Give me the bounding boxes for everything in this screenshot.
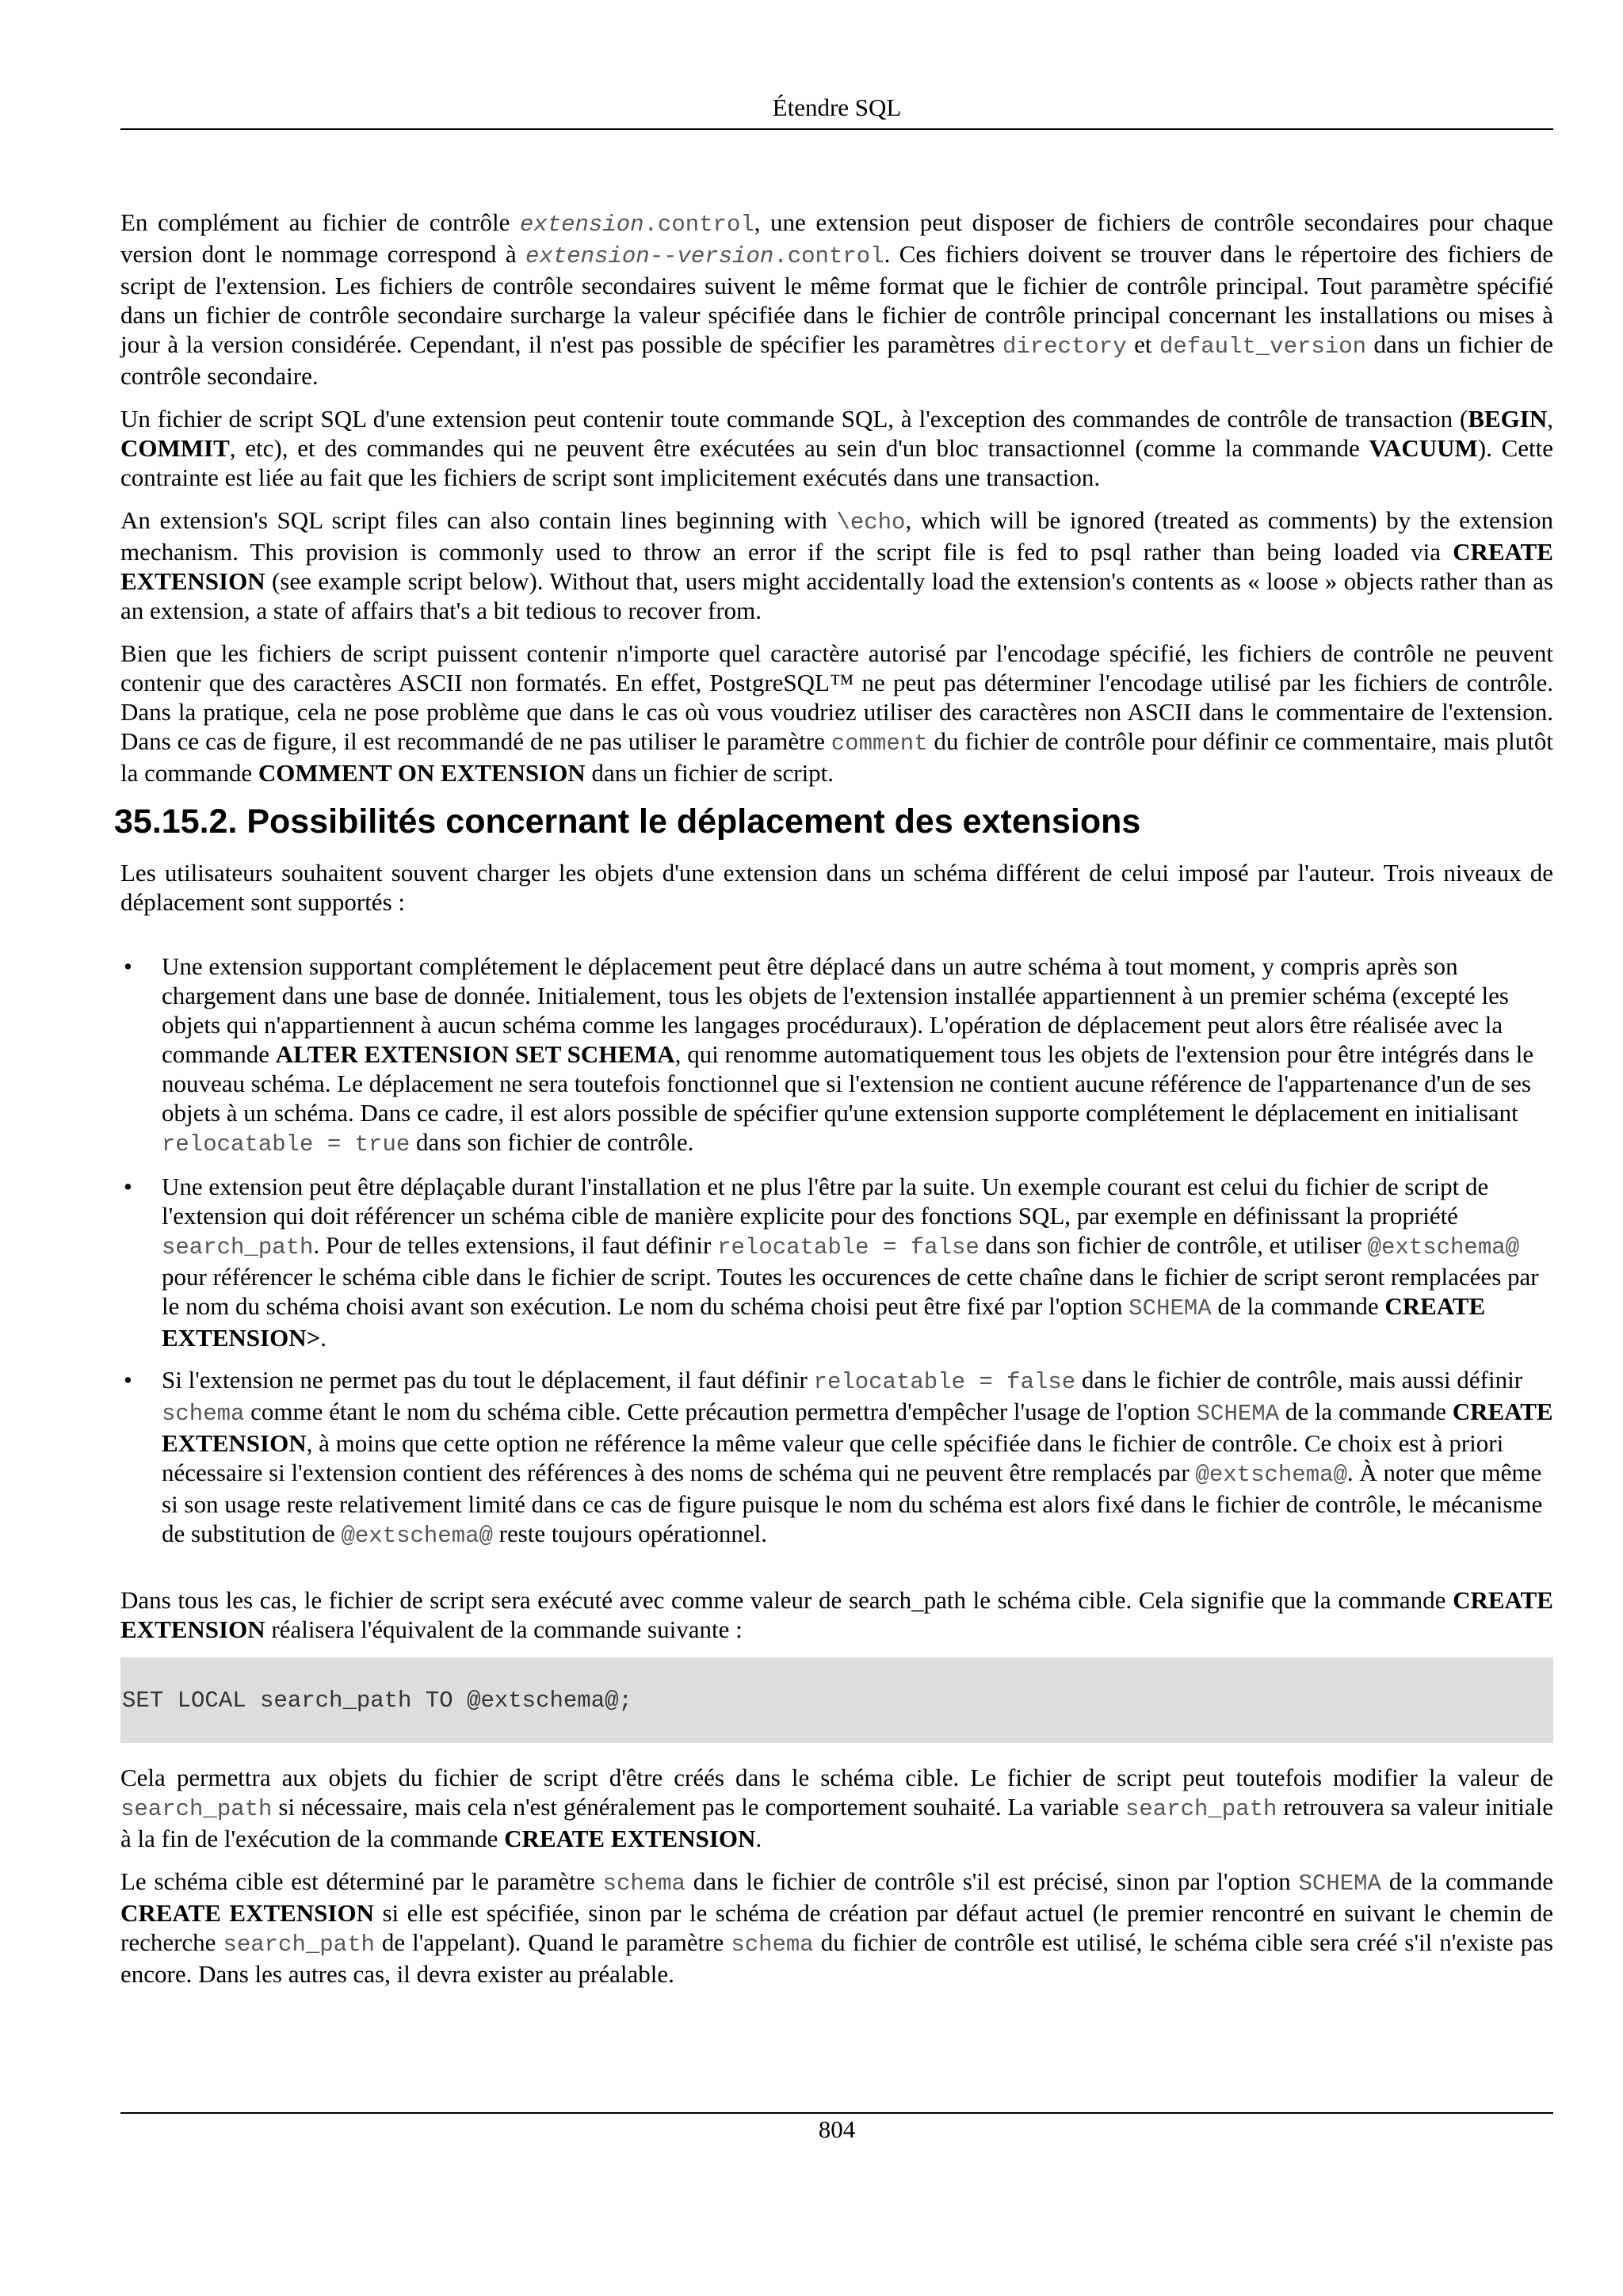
text: dans son fichier de contrôle. [410, 1128, 694, 1156]
document-body [114, 208, 1554, 2002]
param-code: directory [1002, 334, 1127, 360]
param-code: search_path [120, 1796, 273, 1822]
text: du fichier de contrôle est utilisé, le schéma cible sera créé s'il n'existe pas encore. Dans les autres cas, il devra exister au préalable. [120, 1928, 1553, 1988]
param-code: SCHEMA [1298, 1871, 1381, 1897]
text: de la commande [1381, 1867, 1553, 1895]
command-name: COMMENT ON EXTENSION [258, 759, 586, 787]
text: , qui renomme automatiquement tous les objets de l'extension pour être intégrés dans le nouveau schéma. Le déplacement ne sera toutefois fonctionnel que si l'extension ne contient aucune référence de l'appartenance d'un de ses objets à un schéma. Dans ce cadre, il est alors possible de spécifier qu'une extension supporte complétement le déplacement en initialisant [162, 1040, 1534, 1127]
text: de la commande [1279, 1398, 1453, 1425]
text: dans le fichier de contrôle s'il est précisé, sinon par l'option [685, 1867, 1299, 1895]
param-code: default_version [1159, 334, 1367, 360]
text: , une extension peut disposer de fichiers de contrôle secondaires pour chaque version dont le nommage correspond à [120, 208, 1553, 268]
text: . Pour de telles extensions, il faut définir [313, 1231, 718, 1259]
code-block [120, 1657, 1553, 1743]
param-code: SCHEMA [1128, 1295, 1212, 1322]
list-item [120, 1365, 1553, 1550]
text: Le schéma cible est déterminé par le paramètre [120, 1867, 603, 1895]
command-name: COMMIT [120, 434, 230, 462]
text: de la commande [1211, 1292, 1385, 1320]
text: pour référencer le schéma cible dans le fichier de script. Toutes les occurences de cette chaîne dans le fichier de script seront remplacées par le nom du schéma choisi avant son exécution. Le nom du schéma choisi peut être fixé par l'option [162, 1263, 1539, 1320]
param-code: schema [731, 1932, 814, 1958]
text: Les utilisateurs souhaitent souvent charger les objets d'une extension dans un schéma différent de celui imposé par l'auteur. Trois niveaux de déplacement sont supportés : [120, 859, 1553, 916]
text: , [1547, 405, 1553, 433]
paragraph-script-objects [120, 1763, 1553, 1853]
list-item [120, 952, 1553, 1159]
text: Une extension supportant complétement le déplacement peut être déplacé dans un autre schéma à tout moment, y compris après son chargement dans une base de donnée. Initialement, tous les objets de l'extension installée appartiennent à un premier schéma (excepté les objets qui n'appartiennent à aucun schéma comme les langages procéduraux). L'opération de déplacement peut alors être réalisée avec la commande [162, 952, 1509, 1068]
filename-code: .control [643, 212, 754, 238]
command-name: BEGIN [1468, 405, 1548, 433]
text: retrouvera sa valeur initiale à la fin de l'exécution de la commande [120, 1793, 1553, 1852]
param-code: search_path [223, 1932, 375, 1958]
text: comme étant le nom du schéma cible. Cette précaution permettra d'empêcher l'usage de l'option [244, 1398, 1197, 1425]
relocation-levels-list [120, 952, 1553, 1550]
filename-code: version [677, 243, 774, 269]
text: . [320, 1324, 327, 1352]
param-code: @extschema@ [341, 1523, 493, 1549]
text: An extension's SQL script files can also contain lines beginning with [120, 506, 837, 534]
param-code: relocatable = true [162, 1131, 411, 1158]
param-code: SCHEMA [1196, 1401, 1280, 1427]
filename-code: -- [649, 243, 678, 269]
text: reste toujours opérationnel. [492, 1520, 767, 1547]
param-code: search_path [162, 1234, 314, 1261]
list-item [120, 1172, 1553, 1352]
text: Bien que les fichiers de script puissent contenir n'importe quel caractère autorisé par l'encodage spécifié, les fichiers de contrôle ne peuvent contenir que des caractères ASCII non formatés. En effet, PostgreSQL™ ne peut pas déterminer l'encodage utilisé par les fichiers de contrôle. Dans la pratique, cela ne pose problème que dans le cas où vous voudriez utiliser des caractères non ASCII dans le commentaire de l'extension. Dans ce cas de figure, il est recommandé de ne pas utiliser le paramètre [120, 639, 1553, 755]
bullet: • [124, 1366, 132, 1394]
code-line: SET LOCAL search_path TO @extschema@; [122, 1688, 632, 1714]
paragraph-script-commands [120, 404, 1553, 492]
command-name: ALTER EXTENSION SET SCHEMA [275, 1040, 675, 1068]
text: Si l'extension ne permet pas du tout le déplacement, il faut définir [162, 1366, 814, 1394]
text: , à moins que cette option ne référence la même valeur que celle spécifiée dans le fichier de contrôle. Ce choix est à priori nécessaire si l'extension contient des références à des noms de schéma qui ne peuvent être remplacés par [162, 1429, 1504, 1486]
command-name: CREATE EXTENSION [162, 1398, 1553, 1457]
command-name: VACUUM [1369, 434, 1478, 462]
text: si nécessaire, mais cela n'est généralement pas le comportement souhaité. La variable [272, 1793, 1125, 1821]
param-code: relocatable = false [717, 1234, 980, 1261]
text: réalisera l'équivalent de la commande suivante : [265, 1615, 743, 1643]
filename-code: .control [773, 243, 884, 269]
paragraph-control-files [120, 208, 1553, 391]
text: dans un fichier de contrôle secondaire. [120, 330, 1553, 390]
param-code: schema [162, 1401, 245, 1427]
text: ). Cette contrainte est liée au fait que les fichiers de script sont implicitement exécutés dans une transaction. [120, 434, 1554, 491]
text: de l'appelant). Quand le paramètre [374, 1928, 731, 1956]
footer-rule [120, 2112, 1553, 2114]
command-name: CREATE EXTENSION [504, 1825, 756, 1852]
text: , etc), et des commandes qui ne peuvent être exécutées au sein d'un bloc transactionnel (comme la commande [229, 434, 1369, 462]
echo-code: \echo [836, 509, 906, 536]
text: . À noter que même si son usage reste relativement limité dans ce cas de figure puisque le nom du schéma est alors fixé dans le fichier de contrôle, le mécanisme de substitution de [162, 1459, 1543, 1547]
param-code: @extschema@ [1367, 1234, 1520, 1261]
text: si elle est spécifiée, sinon par le schéma de création par défaut actuel (le premier rencontré en suivant le chemin de recherche [120, 1899, 1553, 1956]
text: du fichier de contrôle pour définir ce commentaire, mais plutôt la commande [120, 727, 1554, 787]
text: dans le fichier de contrôle, mais aussi définir [1075, 1366, 1523, 1394]
paragraph-relocation-intro [120, 858, 1553, 917]
paragraph-echo-lines [120, 505, 1553, 625]
text: . Ces fichiers doivent se trouver dans le répertoire des fichiers de script de l'extension. Les fichiers de contrôle secondaires suivent le même format que le fichier de contrôle principal. Tout paramètre spécifié dans un fichier de contrôle secondaire surcharge la valeur spécifiée dans le fichier de contrôle principal concernant les installations ou mises à jour à la version considérée. Cependant, il n'est pas possible de spécifier les paramètres [120, 240, 1553, 358]
text: Un fichier de script SQL d'une extension peut contenir toute commande SQL, à l'exception des commandes de contrôle de transaction ( [120, 405, 1468, 433]
text: , which will be ignored (treated as comments) by the extension mechanism. This provision is commonly used to throw an error if the script file is fed to psql rather than being loaded via [120, 506, 1553, 566]
page-number: 804 [818, 2115, 856, 2143]
text: Une extension peut être déplaçable durant l'installation et ne plus l'être par la suite. Un exemple courant est celui du fichier de script de l'extension qui doit référencer un schéma cible de manière explicite pour des fonctions SQL, par exemple en définissant la propriété [162, 1173, 1489, 1230]
command-name: CREATE EXTENSION [120, 538, 1553, 595]
text: Dans tous les cas, le fichier de script sera exécuté avec comme valeur de search_path le schéma cible. Cela signifie que la commande [120, 1586, 1453, 1614]
param-code: comment [831, 730, 928, 757]
text: . [755, 1825, 762, 1852]
text: Cela permettra aux objets du fichier de script d'être créés dans le schéma cible. Le fichier de script peut toutefois modifier la valeur de [120, 1764, 1553, 1791]
text: En complément au fichier de contrôle [120, 208, 520, 236]
text: et [1126, 330, 1159, 358]
paragraph-target-schema [120, 1867, 1553, 1989]
header-rule [120, 128, 1553, 130]
text: (see example script below). Without that, users might accidentally load the extension's contents as « loose » objects rather than as an extension, a state of affairs that's a bit tedious to recover from. [120, 567, 1553, 624]
paragraph-encoding [120, 639, 1553, 788]
command-name: CREATE EXTENSION> [162, 1292, 1486, 1352]
command-name: CREATE EXTENSION [120, 1899, 374, 1927]
paragraph-search-path [120, 1585, 1553, 1644]
section-heading: 35.15.2. Possibilités concernant le déplacement des extensions [114, 803, 1141, 841]
param-code: schema [602, 1871, 685, 1897]
filename-code: extension [525, 243, 650, 269]
param-code: search_path [1125, 1796, 1277, 1822]
text: dans son fichier de contrôle, et utiliser [979, 1231, 1368, 1259]
bullet: • [124, 1173, 132, 1200]
command-name: CREATE EXTENSION [120, 1586, 1553, 1643]
param-code: relocatable = false [813, 1369, 1076, 1395]
param-code: @extschema@ [1195, 1462, 1347, 1488]
bullet: • [124, 952, 132, 980]
text: dans un fichier de script. [585, 759, 834, 787]
running-header: Étendre SQL [772, 93, 902, 121]
filename-code: extension [519, 212, 644, 238]
